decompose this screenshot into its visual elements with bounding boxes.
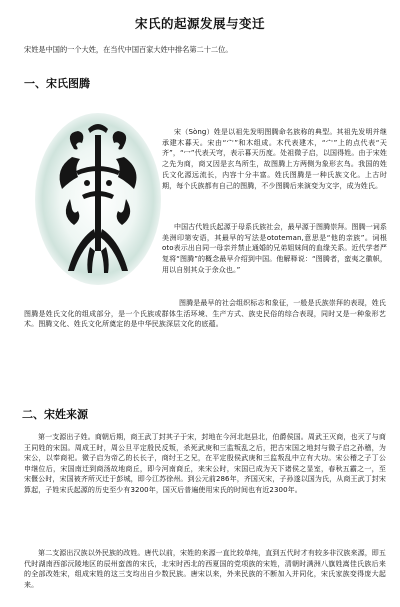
page-title: 宋氏的起源发展与变迁 <box>134 16 265 31</box>
section-heading-totem: 一、宋氏图腾 <box>24 77 90 90</box>
origin-paragraph-1: 第一支源出子姓。商朝后期，商王武丁封其子于宋，封地在今河北赵县北，伯爵侯国。周武王灭商，也灭了与商王同姓的宋国。周成王时，周公旦平定殷民反叛，杀死武庚和三监叛乱之后，把古宋国之地封与微子启之孙稽，为宋公，以奉商祀。微子启为帝乙的长长子，商纣王之兄，在平定殷侯武庚和三监叛乱中立有大功。宋公稽之子丁公申继位后，宋国南迁到商汤故地商丘，即今河南商丘，来宋公时，宋国已成为天下诸侯之显室，春秋五霸之一，至宋偃公时，宋国被齐所灭迁于彭城，即今江苏徐州。到公元前286年，齐国灭宋，子孙遂以国为氏，从商王武丁封宋算起，子姓宋氏起源的历史至少有3200年，国灭后普遍使用宋氏的时间也有近2300年。 <box>24 433 386 494</box>
intro-text: 宋姓是中国的一个大姓，在当代中国百家大姓中排名第二十二位。 <box>24 45 233 54</box>
totem-paragraph-2: 中国古代姓氏起源于母系氏族社会，最早源于图腾崇拜。图腾一词系美洲印第安语，其最早的写法是ototeman,意思是“他的亲族”。词根oto表示出自同一母亲并禁止通婚的兄弟姐妹间的血缘关系。近代学者严复将“图腾”的概念最早介绍到中国。他解释说：“图腾者，蛮夷之徽帜，用以自别其众于余众也。” <box>162 223 387 274</box>
origin-paragraph-2: 第二支源出汉族以外民族的改姓。唐代以前，宋姓的来源一直比较单纯，直到五代时才有较多非汉族来源，即五代时湖南西部沅陵地区的辰州蛮酋的宋氏，北宋时西北的西夏国的党项族的宋姓，清朝时满洲八旗姓嵩佳氏族后来的全部改姓宋，组成宋姓的这三支均出自少数民族。唐宋以来，外来民族的不断加入并同化，宋氏家族变得庞大起来。 <box>24 549 386 589</box>
section-heading-origin: 二、宋姓来源 <box>22 408 88 421</box>
totem-paragraph-3: 图腾是最早的社会组织标志和象征，一般是氏族崇拜的表现，姓氏图腾是姓氏文化的组成部分，是一个氏族或群体生活环境、生产方式、族史民俗的综合表现，同时又是一种象形艺术。图腾文化、姓氏文化所奠定的是中华民族深层文化的底蕴。 <box>24 299 386 329</box>
totem-paragraph-1: 宋（Sòng）姓是以祖先发明图腾命名族称的典型。其祖先发明并继承建木暮天。宋由“宀”和木组成。木代表建木，“宀”上的点代表“天齐”，“冖”代表天穹，表示暮天历度。处祖微子启，以国得姓。由于宋姓之先为商，商又因是玄鸟所生，故图腾上方两侧为象形玄鸟。我国的姓氏文化源远流长，内容十分丰富。姓氏图腾是一种氏族文化。上古时期，每个氏族都有自己的图腾，不少图腾后来演变为文字，成为姓氏。 <box>162 128 387 190</box>
totem-image <box>32 111 164 286</box>
song-totem-illustration <box>32 111 164 286</box>
